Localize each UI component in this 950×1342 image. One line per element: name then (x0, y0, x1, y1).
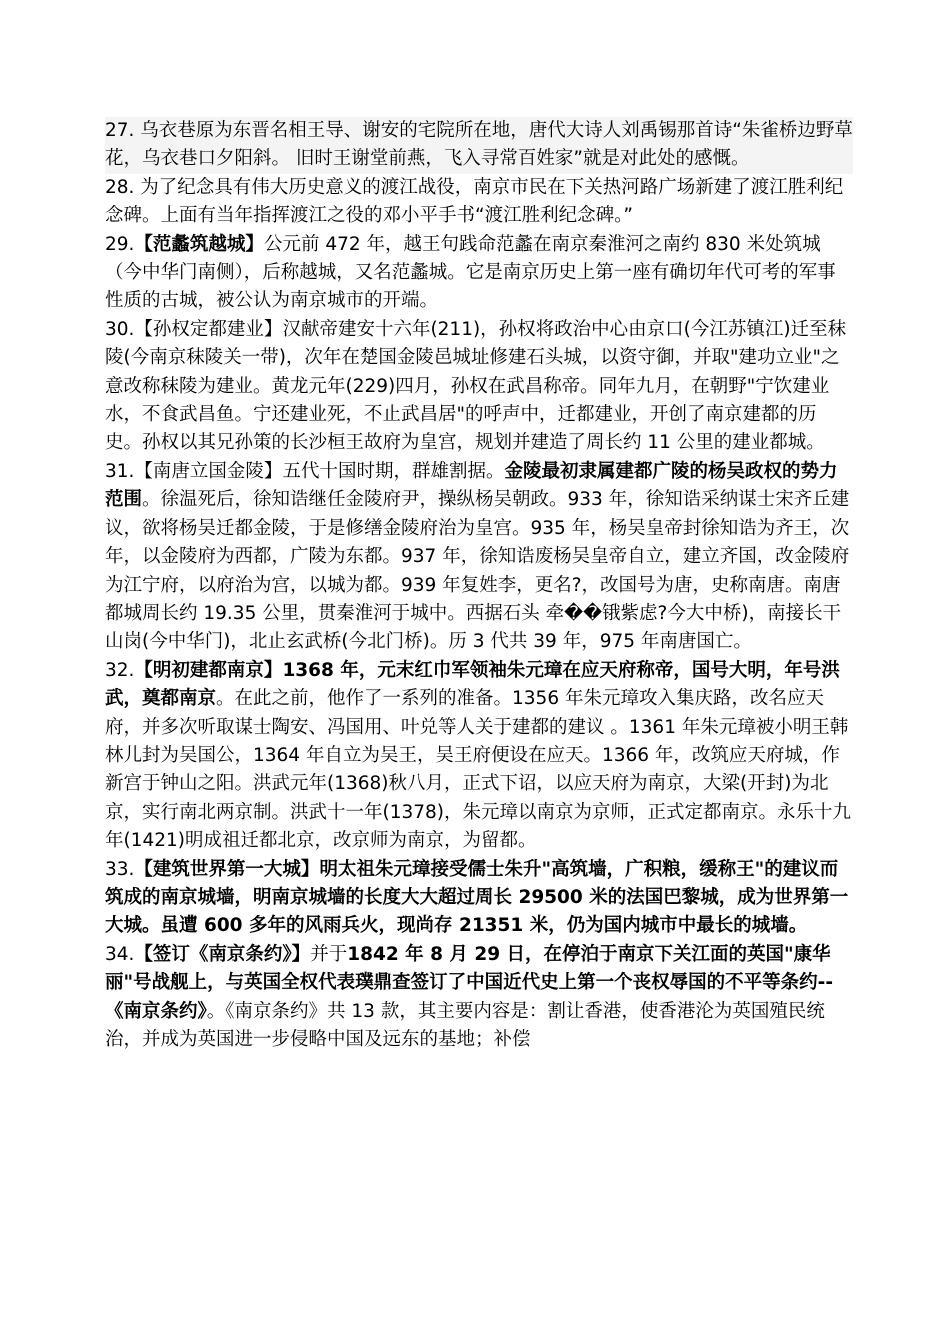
entry-31-lead: 五代十国时期，群雄割据。 (282, 460, 505, 482)
entry-34-body: 。《南京条约》共 13 款，其主要内容是：割让香港，使香港沦为英国殖民统治，并成为英国进一步侵略中国及远东的基地；补偿 (105, 1000, 825, 1050)
entry-30-title: 【孙权定都建业】 (134, 318, 283, 340)
entry-28-text: 28. 为了纪念具有伟大历史意义的渡江战役，南京市民在下关热河路广场新建了渡江胜利纪念碑。上面有当年指挥渡江之役的邓小平手书“渡江胜利纪念碑。” (105, 176, 844, 227)
entry-32-bold: 1368 年，元末红巾军领袖朱元璋在应天府称帝，国号大明，年号洪武，奠都南京 (105, 659, 840, 710)
entry-32-body: 。在此之前，他作了一系列的准备。1356 年朱元璋攻入集庆路，改名应天府，并多次听取谋士陶安、冯国用、叶兑等人关于建都的建议 。1361 年朱元璋被小明王韩林儿封为吴国公，1364 年自立为吴王，吴王府便设在应天。1366 年，改筑应天府城，作新宫于钟山之阳。洪武元年(1368)秋八月，正式下诏，以应天府为南京，大梁(开封)为北京，实行南北两京制。洪武十一年(1378)，朱元璋以南京为京师，正式定都南京。永乐十九年(1421)明成祖迁都北京，改京师为南京，为留都。 (105, 688, 852, 852)
entry-29-number: 29. (105, 233, 135, 255)
entry-29-title: 【范蠡筑越城】 (134, 233, 264, 255)
entry-31 (105, 458, 853, 657)
entry-29 (105, 231, 853, 316)
entry-33 (105, 856, 853, 941)
entry-32-title: 【明初建都南京】 (134, 659, 283, 681)
entry-28 (105, 174, 853, 231)
entry-32-number: 32. (105, 659, 135, 681)
entry-34 (105, 941, 853, 1055)
entry-31-body: 。徐温死后，徐知诰继任金陵府尹，操纵杨吴朝政。933 年，徐知诰采纳谋士宋齐丘建议，欲将杨吴迁都金陵，于是修缮金陵府治为皇宫。935 年，杨吴皇帝封徐知诰为齐王，次年，以金陵府为西都，广陵为东都。937 年，徐知诰废杨吴皇帝自立，建立齐国，改金陵府为江宁府，以府治为宫，以城为都。939 年复姓李，更名?，改国号为唐，史称南唐。南唐都城周长约 19.35 公里，贯秦淮河于城中。西据石头 牵��锇紫虑?今大中桥)，南接长干山岗(今中华门)，北止玄武桥(今北门桥)。历 3 代共 39 年，975 年南唐国亡。 (105, 489, 850, 653)
entry-33-bold: 明太祖朱元璋接受儒士朱升"高筑墙，广积粮，缓称王"的建议而筑成的南京城墙，明南京城墙的长度大大超过周长 29500 米的法国巴黎城，成为世界第一大城。虽遭 600 多年的风雨兵火，现尚存 21351 米，仍为国内城市中最长的城墙。 (105, 858, 849, 937)
entry-34-title: 【签订《南京条约》】 (134, 943, 311, 965)
entry-31-title: 【南唐立国金陵】 (134, 460, 283, 482)
entry-27 (105, 117, 853, 174)
entry-34-lead: 并于 (310, 943, 348, 965)
entry-30-number: 30. (105, 318, 135, 340)
document-page (105, 117, 853, 1054)
entry-34-number: 34. (105, 943, 135, 965)
entry-33-number: 33. (105, 858, 135, 880)
entry-31-number: 31. (105, 460, 135, 482)
entry-32 (105, 657, 853, 856)
entry-33-title: 【建筑世界第一大城】 (134, 858, 320, 880)
entry-27-text: 27. 乌衣巷原为东晋名相王导、谢安的宅院所在地，唐代大诗人刘禹锡那首诗“朱雀桥边野草花，乌衣巷口夕阳斜。 旧时王谢堂前燕，飞入寻常百姓家”就是对此处的感慨。 (105, 120, 853, 170)
entry-30 (105, 316, 853, 458)
entry-31-bold: 金陵最初隶属建都广陵的杨吴政权的势力范围 (105, 460, 838, 511)
entry-34-bold: 1842 年 8 月 29 日，在停泊于南京下关江面的英国"康华丽"号战舰上，与英国全权代表璞鼎查签订了中国近代史上第一个丧权辱国的不平等条约--《南京条约》 (105, 943, 833, 1022)
entry-29-body: 公元前 472 年，越王句践命范蠡在南京秦淮河之南约 830 米处筑城（今中华门南侧），后称越城，又名范蠡城。它是南京历史上第一座有确切年代可考的军事性质的古城，被公认为南京城市的开端。 (105, 233, 836, 312)
entry-30-body: 汉献帝建安十六年(211)，孙权将政治中心由京口(今江苏镇江)迁至秣陵(今南京秣陵关一带)，次年在楚国金陵邑城址修建石头城，以资守御，并取"建功立业"之意改称秣陵为建业。黄龙元年(229)四月，孙权在武昌称帝。同年九月，在朝野"宁饮建业水，不食武昌鱼。宁还建业死，不止武昌居"的呼声中，迁都建业，开创了南京建都的历史。孙权以其兄孙策的长沙桓王故府为皇宫，规划并建造了周长约 11 公里的建业都城。 (105, 318, 847, 454)
